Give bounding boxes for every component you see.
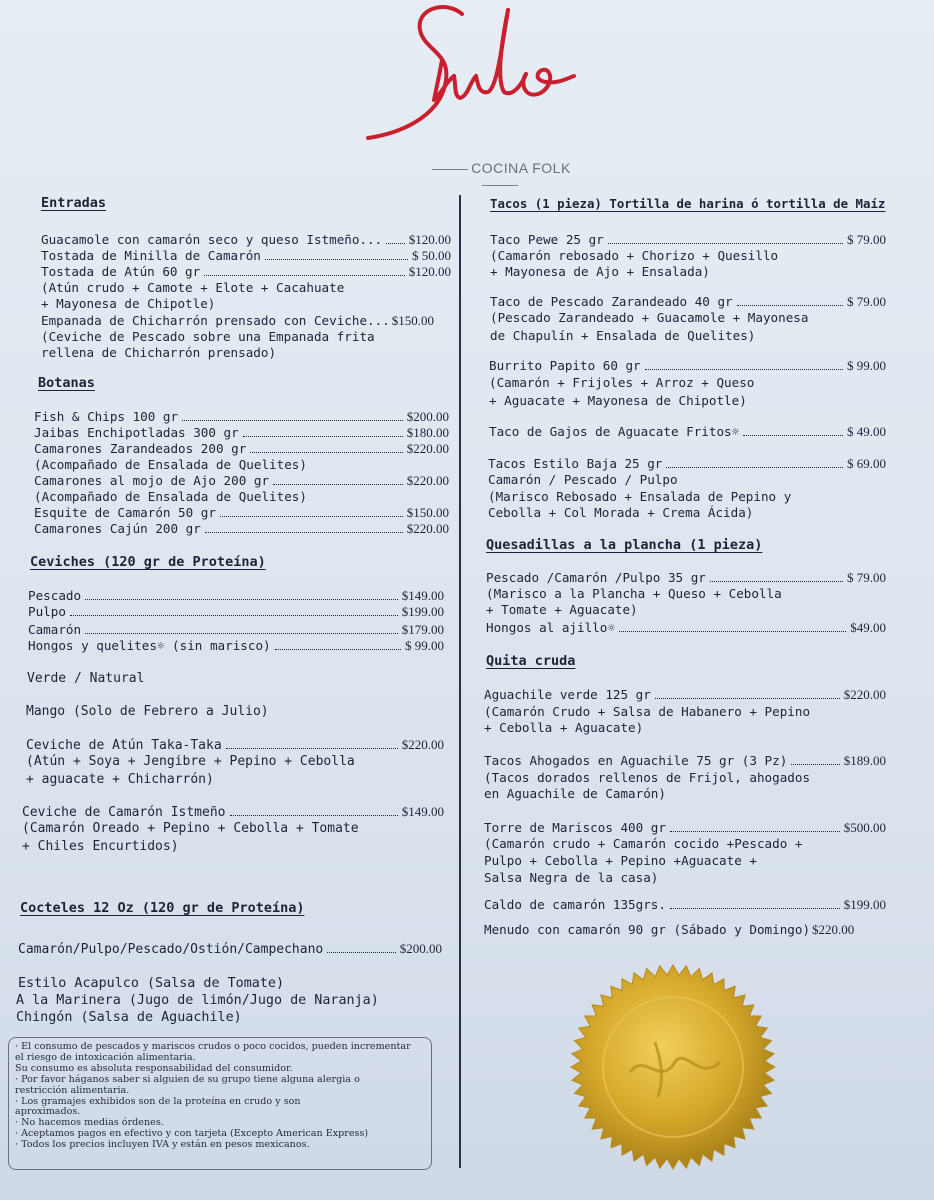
item-description: Pulpo + Cebolla + Pepino +Aguacate +	[484, 853, 757, 868]
menu-item: Guacamole con camarón seco y queso Istmeño... $120.00	[41, 232, 451, 247]
section-title-quita-cruda: Quita cruda	[486, 653, 576, 669]
menu-item: Camarones al mojo de Ajo 200 gr $220.00	[34, 473, 449, 488]
menu-item: Burrito Papito 60 gr $ 99.00	[489, 358, 886, 373]
item-description: (Marisco Rebosado + Ensalada de Pepino y	[488, 489, 792, 504]
column-divider	[459, 195, 461, 1168]
menu-item: Pescado $149.00	[28, 588, 444, 603]
item-description: (Camarón Crudo + Salsa de Habanero + Pepino	[484, 704, 811, 719]
item-description: en Aguachile de Camarón)	[484, 786, 666, 801]
disclaimer-line: restricción alimentaria.	[15, 1084, 130, 1096]
item-description: (Camarón Oreado + Pepino + Cebolla + Tomate	[22, 821, 359, 836]
item-description: rellena de Chicharrón prensado)	[41, 345, 277, 360]
menu-item: Tostada de Minilla de Camarón $ 50.00	[41, 248, 451, 263]
menu-item: Pescado /Camarón /Pulpo 35 gr $ 79.00	[486, 570, 886, 585]
menu-item: Taco de Pescado Zarandeado 40 gr $ 79.00	[490, 294, 886, 309]
item-description: + Chiles Encurtidos)	[22, 839, 179, 854]
section-title-tacos: Tacos (1 pieza) Tortilla de harina ó tortilla de Maíz	[490, 196, 886, 211]
item-description: + Mayonesa de Chipotle)	[41, 296, 216, 311]
menu-item: Jaibas Enchipotladas 300 gr $180.00	[34, 425, 449, 440]
menu-item: Ceviche de Atún Taka-Taka $220.00	[26, 737, 444, 753]
menu-item: Camarón $179.00	[28, 622, 444, 637]
menu-item: Camarones Cajún 200 gr $220.00	[34, 521, 449, 536]
menu-item: Hongos y quelites☼ (sin marisco) $ 99.00	[28, 638, 444, 653]
disclaimer-line: · No hacemos medias órdenes.	[15, 1117, 164, 1129]
section-title-cocteles: Cocteles 12 Oz (120 gr de Proteína)	[20, 900, 305, 916]
menu-item: Menudo con camarón 90 gr (Sábado y Domingo) $220.00	[484, 922, 855, 937]
tagline-rule-right	[482, 185, 518, 186]
section-title-quesadillas: Quesadillas a la plancha (1 pieza)	[486, 537, 763, 553]
item-description: de Chapulín + Ensalada de Quelites)	[490, 328, 756, 343]
menu-item: Fish & Chips 100 gr $200.00	[34, 409, 449, 424]
coctel-style: A la Marinera (Jugo de limón/Jugo de Naranja)	[16, 993, 379, 1008]
gold-seal	[570, 962, 776, 1172]
menu-item: Taco de Gajos de Aguacate Fritos☼ $ 49.00	[489, 424, 886, 439]
menu-item: Esquite de Camarón 50 gr $150.00	[34, 505, 449, 520]
item-description: + Aguacate + Mayonesa de Chipotle)	[489, 393, 747, 408]
menu-item: Tacos Estilo Baja 25 gr $ 69.00	[488, 456, 886, 471]
tagline-text: COCINA FOLK	[471, 160, 571, 176]
section-title-ceviches: Ceviches (120 gr de Proteína)	[30, 554, 266, 570]
menu-item: Tostada de Atún 60 gr $120.00	[41, 264, 451, 279]
ceviche-style: Mango (Solo de Febrero a Julio)	[26, 704, 269, 719]
item-description: + Cebolla + Aguacate)	[484, 720, 644, 735]
item-description: (Camarón crudo + Camarón cocido +Pescado +	[484, 836, 803, 851]
brand-tagline	[410, 160, 590, 192]
item-description: (Pescado Zarandeado + Guacamole + Mayonesa	[490, 310, 809, 325]
item-description: + Mayonesa de Ajo + Ensalada)	[490, 264, 710, 279]
disclaimer-line: · Los gramajes exhibidos son de la proteína en crudo y son	[15, 1095, 301, 1107]
coctel-style: Estilo Acapulco (Salsa de Tomate)	[18, 976, 285, 991]
disclaimer-line: · Por favor háganos saber si alguien de su grupo tiene alguna alergia o	[15, 1073, 360, 1085]
menu-item: Caldo de camarón 135grs. $199.00	[484, 897, 886, 912]
disclaimer-line: · El consumo de pescados y mariscos crudos o poco cocidos, pueden incrementar	[15, 1041, 411, 1052]
item-description: (Atún crudo + Camote + Elote + Cacahuate	[41, 280, 345, 295]
menu-item: Ceviche de Camarón Istmeño $149.00	[22, 804, 444, 820]
menu-item: Hongos al ajillo☼ $49.00	[486, 620, 886, 635]
menu-item: Camarones Zarandeados 200 gr $220.00	[34, 441, 449, 456]
disclaimer-line: aproximados.	[15, 1106, 81, 1118]
sirilo-logo	[350, 0, 590, 150]
item-description: Camarón / Pescado / Pulpo	[488, 472, 678, 487]
menu-item: Empanada de Chicharrón prensado con Ceviche... $150.00	[41, 313, 435, 328]
item-description: (Tacos dorados rellenos de Frijol, ahogados	[484, 770, 811, 785]
item-description: Salsa Negra de la casa)	[484, 870, 659, 885]
item-description: + aguacate + Chicharrón)	[26, 772, 214, 787]
menu-item: Pulpo $199.00	[28, 604, 444, 619]
menu-item: Torre de Mariscos 400 gr $500.00	[484, 820, 886, 835]
disclaimer-box	[8, 1037, 432, 1170]
item-description: (Atún + Soya + Jengibre + Pepino + Cebolla	[26, 754, 355, 769]
item-description: (Acompañado de Ensalada de Quelites)	[34, 457, 307, 472]
disclaimer-line: Su consumo es absoluta responsabilidad del consumidor.	[15, 1062, 293, 1074]
tagline-rule-left	[432, 169, 468, 170]
disclaimer-line: el riesgo de intoxicación alimentaria.	[15, 1051, 196, 1063]
item-description: Cebolla + Col Morada + Crema Ácida)	[488, 505, 754, 520]
item-description: (Acompañado de Ensalada de Quelites)	[34, 489, 307, 504]
disclaimer-line: · Aceptamos pagos en efectivo y con tarjeta (Excepto American Express)	[15, 1128, 369, 1140]
section-title-entradas: Entradas	[41, 195, 107, 211]
item-description: (Ceviche de Pescado sobre una Empanada frita	[41, 329, 375, 344]
item-description: (Camarón rebosado + Chorizo + Quesillo	[490, 248, 779, 263]
menu-item: Aguachile verde 125 gr $220.00	[484, 687, 886, 702]
item-description: (Marisco a la Plancha + Queso + Cebolla	[486, 586, 782, 601]
item-description: (Camarón + Frijoles + Arroz + Queso	[489, 375, 755, 390]
disclaimer-line: · Todos los precios incluyen IVA y están en pesos mexicanos.	[15, 1139, 310, 1151]
menu-item: Tacos Ahogados en Aguachile 75 gr (3 Pz) $189.00	[484, 753, 886, 768]
item-description: + Tomate + Aguacate)	[486, 602, 638, 617]
menu-item: Camarón/Pulpo/Pescado/Ostión/Campechano $200.00	[18, 941, 442, 957]
menu-item: Taco Pewe 25 gr $ 79.00	[490, 232, 886, 247]
section-title-botanas: Botanas	[38, 375, 95, 391]
ceviche-style: Verde / Natural	[27, 671, 145, 686]
coctel-style: Chingón (Salsa de Aguachile)	[16, 1010, 242, 1025]
